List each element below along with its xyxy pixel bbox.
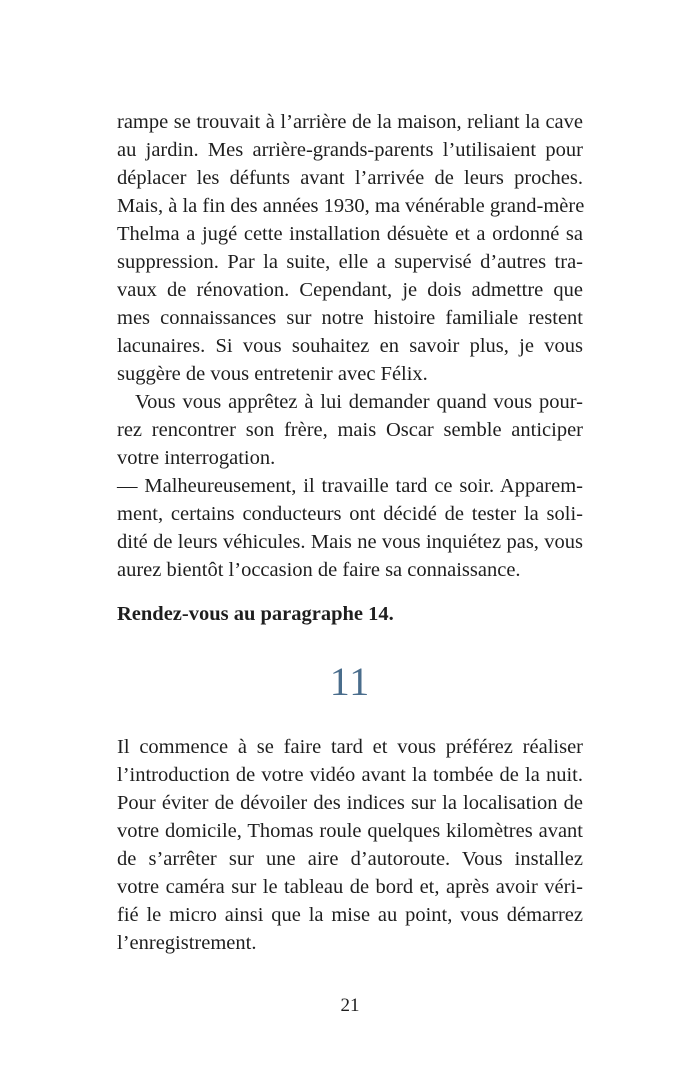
text-line: de s’arrêter sur une aire d’autoroute. Vous installez — [117, 848, 583, 870]
text-line: Vous vous apprêtez à lui demander quand vous pour- — [135, 391, 583, 413]
text-line: Il commence à se faire tard et vous préférez réaliser — [117, 736, 583, 758]
text-line: Thelma a jugé cette installation désuète et a ordonné sa — [117, 223, 583, 245]
text-line: dité de leurs véhicules. Mais ne vous inquiétez pas, vous — [117, 531, 583, 553]
text-line: votre domicile, Thomas roule quelques kilomètres avant — [117, 820, 583, 842]
text-line: vaux de rénovation. Cependant, je dois admettre que — [117, 279, 583, 301]
text-line: Mais, à la fin des années 1930, ma vénérable grand-mère — [117, 195, 585, 217]
text-line: votre interrogation. — [117, 447, 276, 469]
text-line: ment, certains conducteurs ont décidé de tester la soli- — [117, 503, 583, 525]
text-line: rampe se trouvait à l’arrière de la maison, reliant la cave — [117, 111, 583, 133]
text-line: votre caméra sur le tableau de bord et, après avoir véri- — [117, 876, 583, 898]
goto-instruction: Rendez-vous au paragraphe 14. — [117, 603, 394, 625]
text-line: suppression. Par la suite, elle a supervisé d’autres tra- — [117, 251, 583, 273]
text-line: mes connaissances sur notre histoire familiale restent — [117, 307, 583, 329]
text-line: suggère de vous entretenir avec Félix. — [117, 363, 428, 385]
text-line: déplacer les défunts avant l’arrivée de leurs proches. — [117, 167, 583, 189]
text-line: aurez bientôt l’occasion de faire sa connaissance. — [117, 559, 521, 581]
text-line: lacunaires. Si vous souhaitez en savoir plus, je vous — [117, 335, 583, 357]
section-number: 11 — [329, 659, 371, 704]
text-line: l’enregistrement. — [117, 932, 257, 954]
text-line: l’introduction de votre vidéo avant la tombée de la nuit. — [117, 764, 583, 786]
text-line: au jardin. Mes arrière-grands-parents l’utilisaient pour — [117, 139, 583, 161]
text-line: fié le micro ainsi que la mise au point, vous démarrez — [117, 904, 583, 926]
text-line: — Malheureusement, il travaille tard ce soir. Apparem- — [117, 475, 583, 497]
text-line: Pour éviter de dévoiler des indices sur la localisation de — [117, 792, 583, 814]
text-line: rez rencontrer son frère, mais Oscar semble anticiper — [117, 419, 583, 441]
book-page — [117, 0, 583, 1077]
page-number: 21 — [340, 995, 360, 1016]
